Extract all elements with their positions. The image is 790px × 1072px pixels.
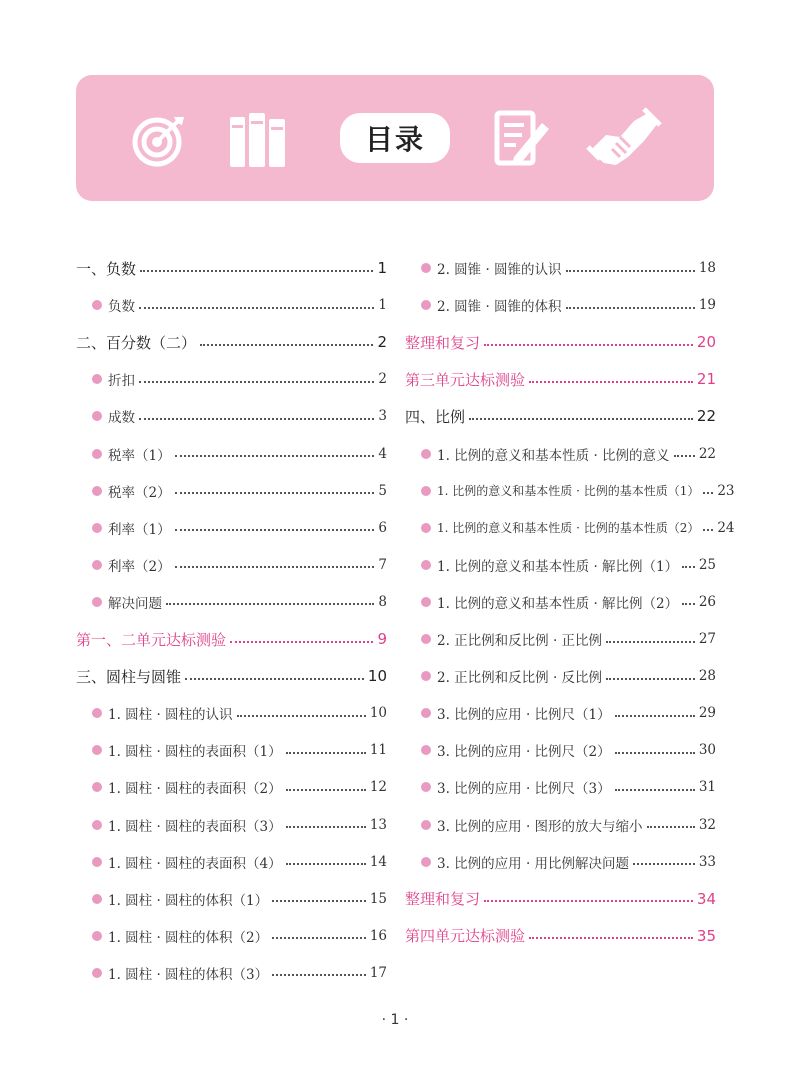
- toc-entry[interactable]: [92, 553, 387, 577]
- dot-leader: [674, 454, 695, 457]
- dot-leader: [703, 491, 713, 494]
- toc-entry[interactable]: [92, 367, 387, 391]
- bullet-dot-icon: [92, 931, 102, 941]
- toc-entry-label: 利率（1）: [108, 521, 171, 538]
- bullet-dot-icon: [421, 300, 431, 310]
- toc-page-number: 8: [378, 593, 387, 610]
- toc-entry-label: 1. 比例的意义和基本性质 · 比例的意义: [437, 447, 670, 464]
- toc-entry[interactable]: [421, 627, 716, 651]
- bullet-dot-icon: [421, 597, 431, 607]
- toc-page-number: 18: [698, 260, 716, 276]
- dot-leader: [237, 714, 366, 717]
- toc-page-number: 33: [698, 853, 716, 870]
- dot-leader: [615, 714, 695, 717]
- bullet-dot-icon: [92, 523, 102, 533]
- toc-entry[interactable]: [92, 961, 387, 985]
- toc-entry-label: 3. 比例的应用 · 比例尺（3）: [437, 781, 611, 798]
- toc-page-number: 35: [696, 926, 716, 945]
- toc-page-number: 1: [378, 297, 387, 314]
- bullet-dot-icon: [92, 894, 102, 904]
- toc-page-number: 12: [369, 779, 387, 796]
- dot-leader: [566, 269, 695, 272]
- toc-entry-label: 1. 圆柱 · 圆柱的体积（1）: [108, 892, 269, 909]
- toc-entry[interactable]: [92, 293, 387, 317]
- toc-entry-label: 2. 圆锥 · 圆锥的认识: [437, 262, 562, 278]
- toc-entry[interactable]: [421, 775, 716, 799]
- toc-page-number: 6: [378, 519, 387, 536]
- bullet-dot-icon: [92, 745, 102, 755]
- bullet-dot-icon: [421, 523, 431, 533]
- toc-entry-label: 1. 圆柱 · 圆柱的表面积（3）: [108, 818, 282, 835]
- bullet-dot-icon: [421, 745, 431, 755]
- toc-entry[interactable]: [92, 516, 387, 540]
- bullet-dot-icon: [92, 374, 102, 384]
- toc-page-number: 28: [698, 668, 716, 685]
- toc-entry-label: 2. 圆锥 · 圆锥的体积: [437, 299, 562, 316]
- dot-leader: [606, 640, 695, 643]
- dot-leader: [272, 973, 366, 976]
- toc-entry[interactable]: [92, 775, 387, 799]
- toc-page-number: 20: [696, 333, 716, 352]
- bullet-dot-icon: [421, 782, 431, 792]
- toc-page-number: 9: [377, 630, 387, 648]
- toc-page-number: 2: [378, 371, 387, 388]
- toc-page-number: 16: [369, 927, 387, 944]
- dot-leader: [175, 491, 375, 494]
- toc-page-number: 15: [369, 890, 387, 907]
- toc-entry-label: 第一、二单元达标测验: [76, 630, 227, 649]
- bullet-dot-icon: [421, 708, 431, 718]
- toc-entry-label: 3. 比例的应用 · 比例尺（2）: [437, 744, 611, 761]
- dot-leader: [139, 380, 374, 383]
- toc-page-number: 22: [696, 407, 716, 426]
- dot-leader: [272, 899, 366, 902]
- toc-page-number: 7: [378, 556, 387, 573]
- dot-leader: [286, 862, 366, 865]
- toc-entry-label: 第三单元达标测验: [405, 370, 526, 389]
- bullet-dot-icon: [92, 597, 102, 607]
- bullet-dot-icon: [421, 486, 431, 496]
- toc-entry[interactable]: [421, 479, 735, 503]
- toc-page-number: 24: [717, 519, 735, 536]
- toc-entry-label: 1. 圆柱 · 圆柱的表面积（4）: [108, 855, 282, 872]
- toc-page-number: 5: [378, 482, 387, 499]
- dot-leader: [606, 677, 695, 680]
- dot-leader: [139, 417, 374, 420]
- books-icon: [228, 111, 288, 169]
- dot-leader: [286, 825, 366, 828]
- bullet-dot-icon: [421, 671, 431, 681]
- dot-leader: [272, 936, 366, 939]
- dot-leader: [286, 788, 366, 791]
- toc-review-entry[interactable]: [405, 330, 716, 354]
- toc-entry-label: 二、百分数（二）: [76, 333, 197, 352]
- bullet-dot-icon: [421, 263, 431, 273]
- toc-entry-label: 三、圆柱与圆锥: [76, 667, 182, 686]
- bullet-dot-icon: [92, 300, 102, 310]
- page-title-text: 目录: [364, 123, 425, 156]
- dot-leader: [529, 936, 693, 939]
- toc-entry-label: 四、比例: [405, 407, 466, 426]
- dot-leader: [185, 677, 364, 680]
- bullet-dot-icon: [92, 820, 102, 830]
- dot-leader: [286, 751, 366, 754]
- bullet-dot-icon: [421, 449, 431, 459]
- dot-leader: [166, 602, 374, 605]
- page-title: [340, 113, 450, 163]
- dot-leader: [175, 565, 375, 568]
- toc-entry[interactable]: [421, 553, 716, 577]
- bullet-dot-icon: [92, 486, 102, 496]
- toc-entry[interactable]: [421, 664, 716, 688]
- toc-entry-label: 第四单元达标测验: [405, 927, 526, 946]
- toc-page-number: 25: [698, 556, 716, 573]
- toc-entry[interactable]: [421, 256, 716, 280]
- toc-entry[interactable]: [421, 701, 716, 725]
- toc-entry[interactable]: [92, 442, 387, 466]
- toc-page-number: 3: [378, 408, 387, 425]
- dot-leader: [484, 343, 693, 346]
- toc-page-number: 34: [696, 889, 716, 908]
- dot-leader: [175, 528, 375, 531]
- toc-entry-label: 1. 圆柱 · 圆柱的表面积（1）: [108, 744, 282, 761]
- toc-entry[interactable]: [92, 813, 387, 837]
- toc-page-number: 26: [698, 593, 716, 610]
- dot-leader: [139, 306, 374, 309]
- toc-entry[interactable]: [421, 516, 735, 540]
- bullet-dot-icon: [92, 560, 102, 570]
- toc-entry-label: 1. 圆柱 · 圆柱的体积（3）: [108, 966, 269, 983]
- dot-leader: [529, 380, 693, 383]
- toc-entry-label: 税率（1）: [108, 447, 171, 464]
- toc-entry-label: 折扣: [108, 373, 135, 390]
- toc-entry-label: 成数: [108, 410, 135, 427]
- bullet-dot-icon: [92, 411, 102, 421]
- dot-leader: [633, 862, 695, 865]
- dot-leader: [703, 528, 713, 531]
- toc-review-entry[interactable]: [405, 367, 716, 391]
- target-icon: [132, 113, 186, 167]
- toc-chapter-heading[interactable]: [76, 256, 387, 280]
- dot-leader: [615, 788, 695, 791]
- dot-leader: [175, 454, 375, 457]
- toc-page-number: 32: [698, 816, 716, 833]
- toc-page-number: 29: [698, 705, 716, 722]
- document-pen-icon: [494, 109, 552, 169]
- toc-entry[interactable]: [92, 590, 387, 614]
- toc-entry-label: 3. 比例的应用 · 比例尺（1）: [437, 707, 611, 724]
- bullet-dot-icon: [421, 560, 431, 570]
- dot-leader: [682, 602, 695, 605]
- dot-leader: [230, 640, 373, 643]
- dot-leader: [200, 343, 373, 346]
- toc-entry-label: 1. 比例的意义和基本性质 · 比例的基本性质（1）: [437, 484, 700, 499]
- dot-leader: [469, 417, 693, 420]
- toc-chapter-heading[interactable]: [405, 404, 716, 428]
- toc-entry-label: 解决问题: [108, 595, 162, 612]
- contents-banner: [76, 75, 714, 201]
- bullet-dot-icon: [421, 634, 431, 644]
- toc-page-number: 2: [377, 333, 387, 352]
- toc-entry-label: 3. 比例的应用 · 图形的放大与缩小: [437, 818, 643, 835]
- dot-leader: [566, 306, 695, 309]
- toc-entry[interactable]: [421, 442, 716, 466]
- toc-page-number: 30: [698, 742, 716, 759]
- handshake-icon: [586, 107, 662, 171]
- toc-page-number: 14: [369, 853, 387, 870]
- toc-entry[interactable]: [421, 590, 716, 614]
- bullet-dot-icon: [421, 820, 431, 830]
- toc-entry[interactable]: [421, 293, 716, 317]
- toc-page-number: 4: [378, 445, 387, 462]
- toc-entry-label: 3. 比例的应用 · 用比例解决问题: [437, 855, 630, 872]
- toc-page-number: 10: [367, 667, 387, 686]
- dot-leader: [615, 751, 695, 754]
- toc-entry-label: 税率（2）: [108, 484, 171, 501]
- toc-review-entry[interactable]: [405, 924, 716, 948]
- toc-page-number: 23: [717, 482, 735, 499]
- toc-entry[interactable]: [92, 701, 387, 725]
- bullet-dot-icon: [92, 708, 102, 718]
- toc-page-number: 17: [369, 964, 387, 981]
- toc-entry-label: 1. 圆柱 · 圆柱的体积（2）: [108, 929, 269, 946]
- page-number: · 1 ·: [381, 1012, 409, 1028]
- bullet-dot-icon: [92, 857, 102, 867]
- toc-entry-label: 整理和复习: [405, 333, 481, 352]
- toc-entry-label: 1. 比例的意义和基本性质 · 解比例（1）: [437, 558, 679, 575]
- toc-entry[interactable]: [92, 924, 387, 948]
- dot-leader: [140, 269, 373, 272]
- bullet-dot-icon: [92, 449, 102, 459]
- toc-review-entry[interactable]: [405, 887, 716, 911]
- toc-chapter-heading[interactable]: [76, 330, 387, 354]
- toc-entry-label: 利率（2）: [108, 558, 171, 575]
- toc-entry-label: 1. 圆柱 · 圆柱的认识: [108, 707, 233, 724]
- toc-entry[interactable]: [421, 813, 716, 837]
- bullet-dot-icon: [92, 968, 102, 978]
- toc-entry-label: 1. 圆柱 · 圆柱的表面积（2）: [108, 781, 282, 798]
- toc-entry-label: 整理和复习: [405, 890, 481, 909]
- toc-entry-label: 1. 比例的意义和基本性质 · 比例的基本性质（2）: [437, 521, 700, 536]
- dot-leader: [484, 899, 693, 902]
- toc-entry-label: 1. 比例的意义和基本性质 · 解比例（2）: [437, 595, 679, 612]
- toc-page-number: 10: [369, 705, 387, 722]
- toc-page-number: 19: [698, 297, 716, 314]
- toc-entry[interactable]: [92, 850, 387, 874]
- toc-entry[interactable]: [92, 404, 387, 428]
- toc-page-number: 27: [698, 631, 716, 647]
- toc-entry-label: 2. 正比例和反比例 · 反比例: [437, 670, 603, 687]
- toc-entry[interactable]: [421, 738, 716, 762]
- toc-page-number: 13: [369, 816, 387, 833]
- dot-leader: [682, 565, 695, 568]
- toc-entry-label: 负数: [108, 299, 135, 316]
- toc-page-number: 1: [377, 259, 387, 277]
- toc-entry[interactable]: [92, 738, 387, 762]
- toc-page-number: 22: [698, 445, 716, 462]
- toc-page-number: 21: [696, 370, 716, 389]
- dot-leader: [647, 825, 695, 828]
- bullet-dot-icon: [421, 857, 431, 867]
- toc-entry[interactable]: [92, 887, 387, 911]
- toc-chapter-heading[interactable]: [76, 664, 387, 688]
- toc-entry-label: 2. 正比例和反比例 · 正比例: [437, 633, 603, 649]
- toc-entry[interactable]: [92, 479, 387, 503]
- toc-page-number: 31: [698, 779, 716, 796]
- bullet-dot-icon: [92, 782, 102, 792]
- toc-review-entry[interactable]: [76, 627, 387, 651]
- toc-page-number: 11: [369, 742, 387, 759]
- toc-entry-label: 一、负数: [76, 259, 137, 278]
- toc-entry[interactable]: [421, 850, 716, 874]
